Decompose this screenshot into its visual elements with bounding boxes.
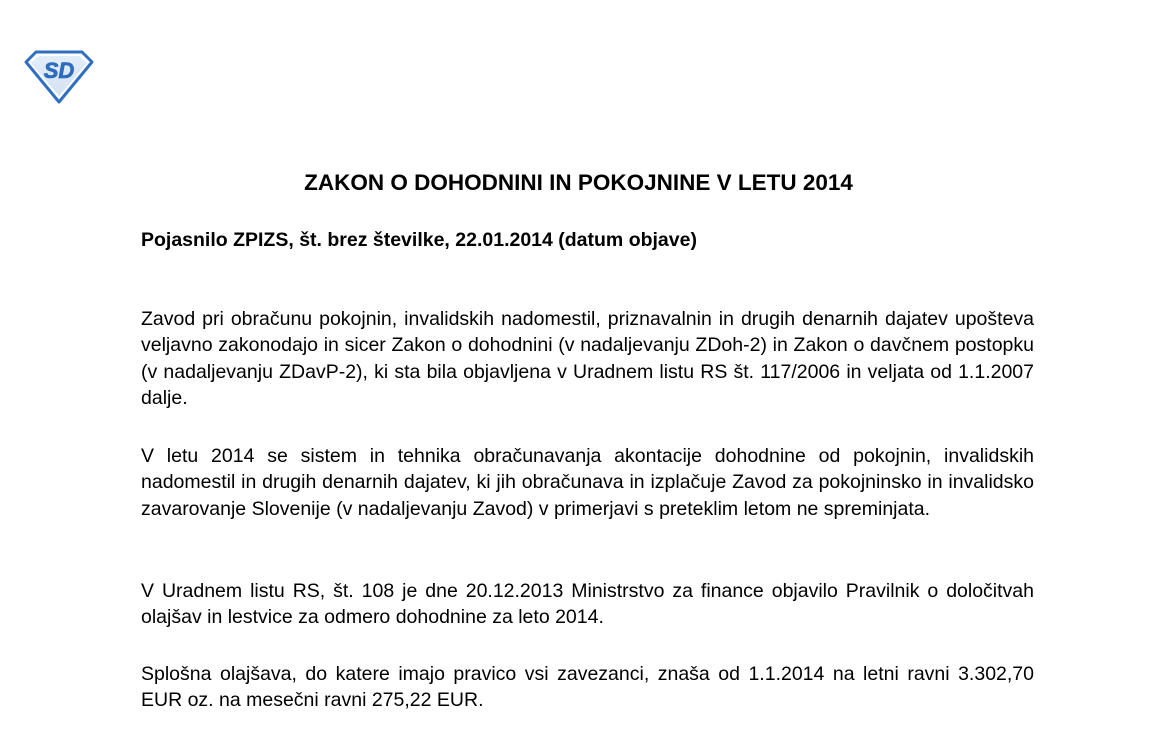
paragraph-2: V letu 2014 se sistem in tehnika obračunavanja akontacije dohodnine od pokojnin, invalidskih nadomestil in drugih denarnih dajatev, ki jih obračunava in izplačuje Zavod za pokojninsko in invalidsko zavarovanje Slovenije (v nadaljevanju Zavod) v primerjavi s preteklim letom ne spreminjata. xyxy=(141,445,1034,520)
document-title: ZAKON O DOHODNINI IN POKOJNINE V LETU 2014 xyxy=(304,170,853,195)
paragraph-4: Splošna olajšava, do katere imajo pravico vsi zavezanci, znaša od 1.1.2014 na letni ravni 3.302,70 EUR oz. na mesečni ravni 275,22 EUR. xyxy=(141,663,1034,712)
paragraph-3: V Uradnem listu RS, št. 108 je dne 20.12.2013 Ministrstvo za finance objavilo Pravilnik o določitvah olajšav in lestvice za odmero dohodnine za leto 2014. xyxy=(141,580,1034,629)
document-subtitle: Pojasnilo ZPIZS, št. brez številke, 22.01.2014 (datum objave) xyxy=(141,229,697,251)
svg-text:SD: SD xyxy=(43,58,75,83)
paragraph-1: Zavod pri obračunu pokojnin, invalidskih nadomestil, priznavalnin in drugih denarnih dajatev upošteva veljavno zakonodajo in sicer Zakon o dohodnini (v nadaljevanju ZDoh-2) in Zakon o davčnem postopku (v nadaljevanju ZDavP-2), ki sta bila objavljena v Uradnem listu RS št. 117/2006 in veljata od 1.1.2007 dalje. xyxy=(141,308,1034,409)
sd-shield-logo-icon xyxy=(22,48,96,106)
